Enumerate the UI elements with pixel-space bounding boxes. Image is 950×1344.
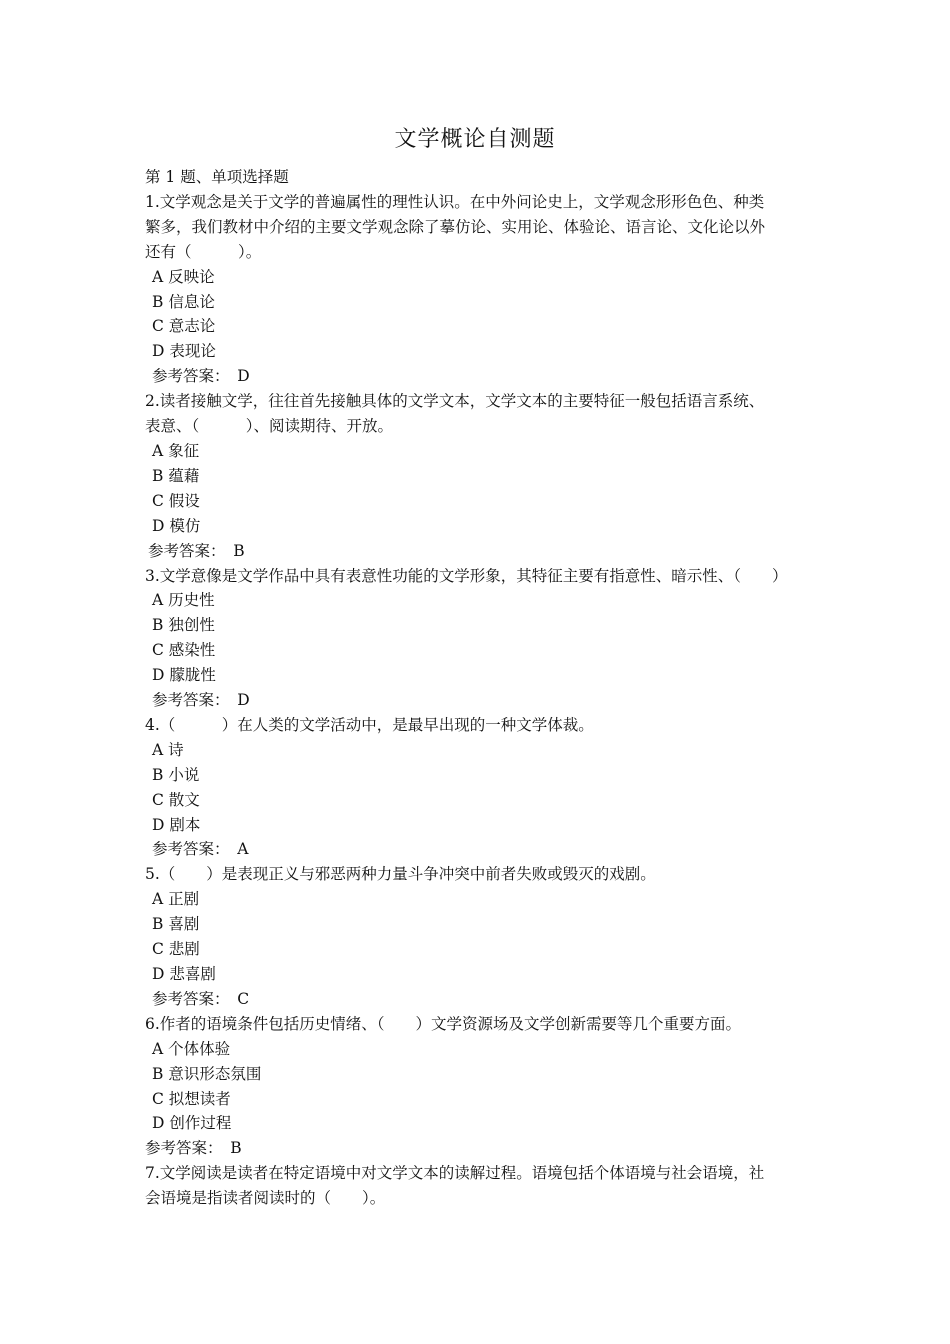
- question-2: [145, 389, 809, 563]
- option-c: C 假设: [152, 491, 200, 510]
- question-text-line: 2.读者接触文学，往往首先接触具体的文学文本，文学文本的主要特征一般包括语言系统、: [145, 392, 765, 411]
- option-d: D 朦胧性: [152, 666, 216, 685]
- option-d: D 剧本: [152, 815, 201, 834]
- option-c: C 拟想读者: [152, 1089, 231, 1108]
- option-a: A 个体体验: [152, 1039, 231, 1058]
- question-4: [145, 713, 809, 862]
- question-text-line: 还有（ ）。: [145, 242, 262, 261]
- reference-answer: 参考答案： B: [148, 541, 245, 560]
- question-6: [145, 1012, 809, 1161]
- option-a: A 反映论: [152, 267, 215, 286]
- reference-answer: 参考答案： B: [145, 1139, 242, 1158]
- question-text-line: 会语境是指读者阅读时的（ ）。: [145, 1189, 386, 1208]
- option-b: B 蕴藉: [152, 466, 200, 485]
- option-d: D 模仿: [152, 516, 201, 535]
- question-text-line: 表意、（ ）、阅读期待、开放。: [145, 417, 394, 436]
- option-c: C 意志论: [152, 317, 216, 336]
- reference-answer: 参考答案： A: [152, 840, 249, 859]
- question-7: [145, 1161, 809, 1211]
- question-text-line: 7.文学阅读是读者在特定语境中对文学文本的读解过程。语境包括个体语境与社会语境，社: [145, 1164, 765, 1183]
- question-1: [145, 190, 809, 389]
- question-text-line: 4.（ ）在人类的文学活动中，是最早出现的一种文学体裁。: [145, 715, 594, 734]
- option-b: B 信息论: [152, 292, 215, 311]
- question-3: [145, 564, 809, 713]
- option-b: B 小说: [152, 765, 200, 784]
- option-b: B 喜剧: [152, 915, 200, 934]
- question-text-line: 1.文学观念是关于文学的普遍属性的理性认识。在中外问论史上，文学观念形形色色、种类: [145, 192, 765, 211]
- question-text-line: 6.作者的语境条件包括历史情绪、（ ）文学资源场及文学创新需要等几个重要方面。: [145, 1014, 742, 1033]
- reference-answer: 参考答案： C: [152, 989, 250, 1008]
- option-a: A 正剧: [152, 890, 200, 909]
- question-5: [145, 862, 809, 1011]
- option-d: D 悲喜剧: [152, 965, 216, 983]
- section-heading: 第 1 题、单项选择题: [145, 168, 289, 186]
- option-b: B 独创性: [152, 616, 215, 635]
- question-text-line: 5.（ ）是表现正义与邪恶两种力量斗争冲突中前者失败或毁灭的戏剧。: [145, 865, 656, 884]
- option-a: A 诗: [152, 740, 184, 759]
- question-text-line: 3.文学意像是文学作品中具有表意性功能的文学形象，其特征主要有指意性、暗示性、（ ）: [145, 566, 788, 585]
- question-text-line: 繁多，我们教材中介绍的主要文学观念除了摹仿论、实用论、体验论、语言论、文化论以外: [145, 217, 766, 236]
- option-c: C 感染性: [152, 641, 216, 660]
- option-b: B 意识形态氛围: [152, 1064, 262, 1083]
- option-c: C 悲剧: [152, 940, 200, 959]
- option-d: D 表现论: [152, 342, 216, 361]
- option-a: A 历史性: [152, 591, 215, 610]
- reference-answer: 参考答案： D: [152, 367, 250, 386]
- document-title: 文学概论自测题: [394, 127, 556, 152]
- question-list: [145, 165, 809, 1211]
- option-c: C 散文: [152, 790, 200, 809]
- reference-answer: 参考答案： D: [152, 691, 250, 710]
- option-d: D 创作过程: [152, 1114, 232, 1133]
- option-a: A 象征: [152, 441, 200, 460]
